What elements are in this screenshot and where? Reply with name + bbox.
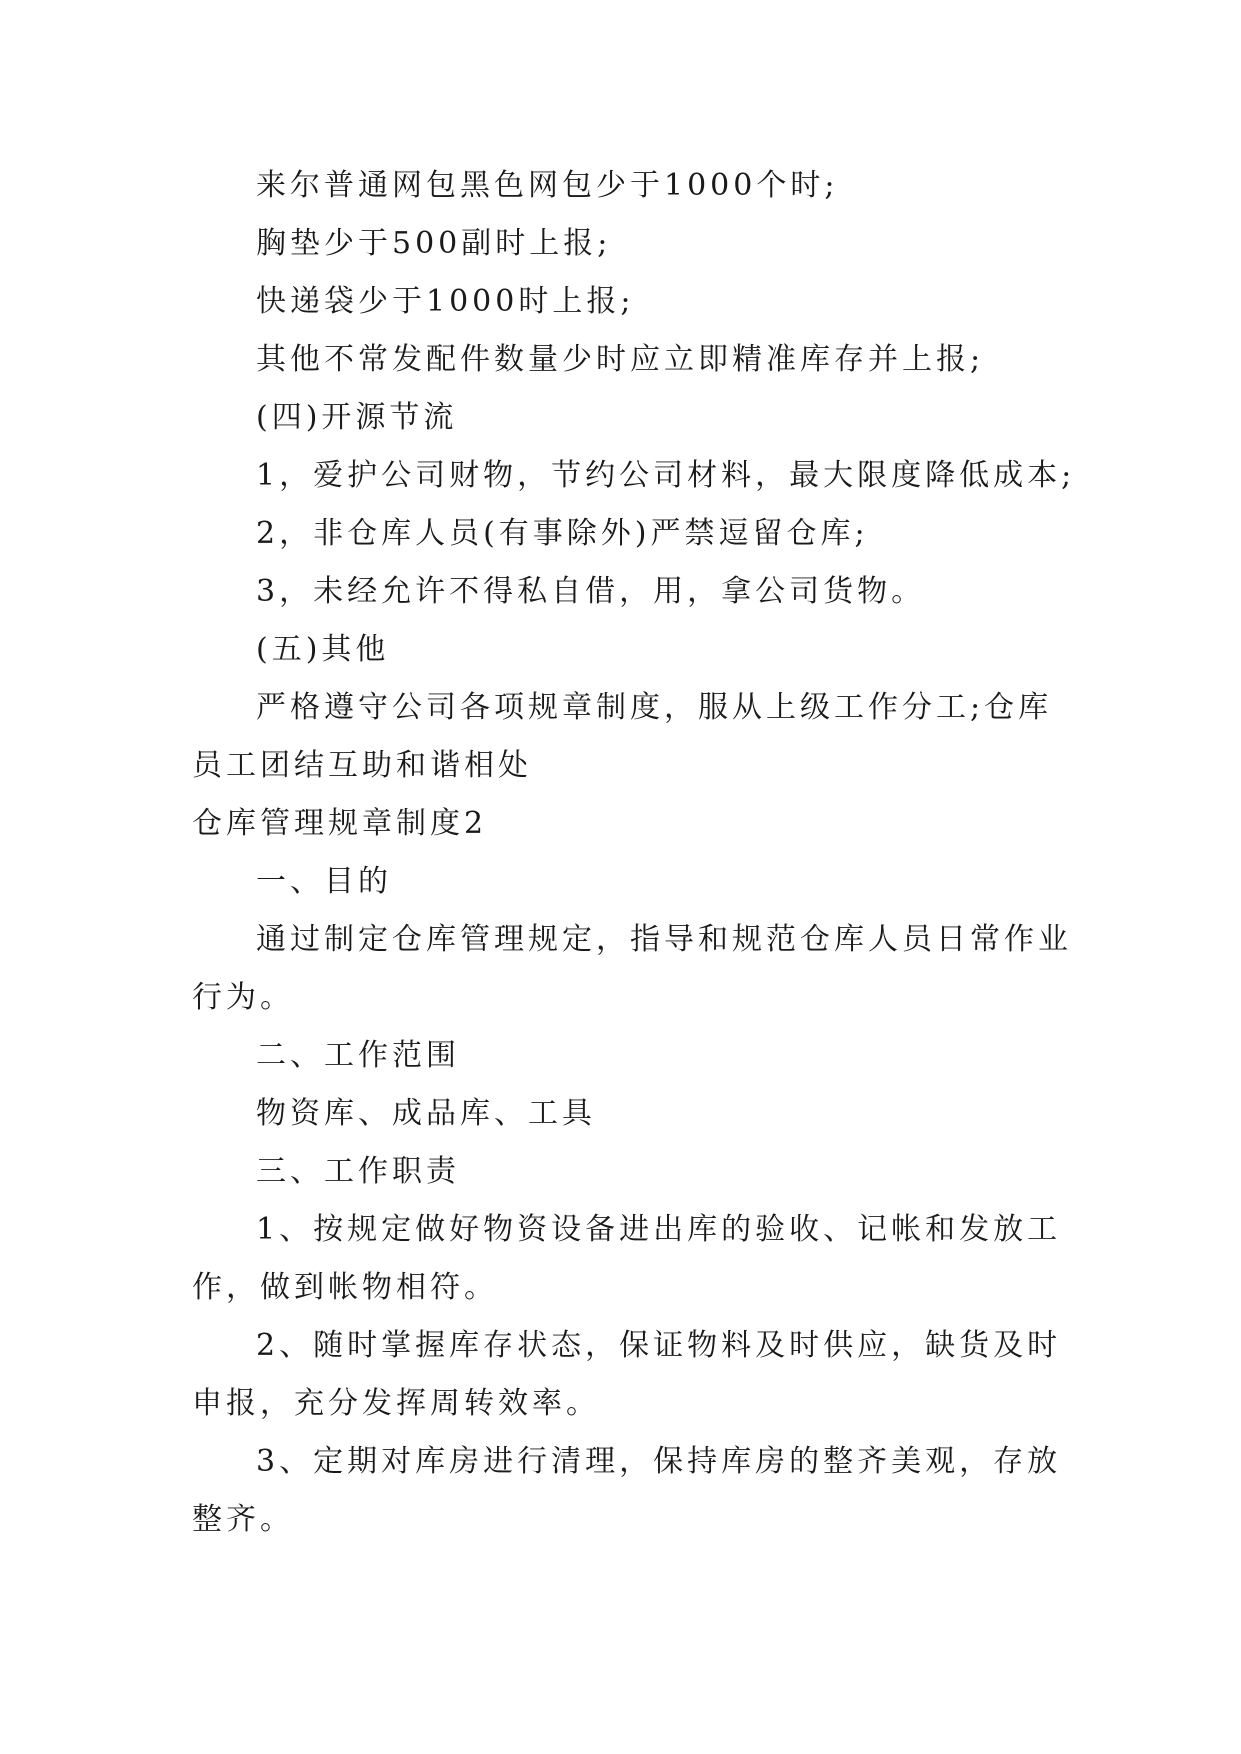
list-item: 1、按规定做好物资设备进出库的验收、记帐和发放工 <box>256 1212 1062 1247</box>
list-item: 2、随时掌握库存状态，保证物料及时供应，缺货及时 <box>256 1328 1062 1363</box>
text-line: 申报，充分发挥周转效率。 <box>192 1386 600 1421</box>
text-line: 快递袋少于1000时上报; <box>256 284 635 319</box>
section-heading: 二、工作范围 <box>256 1038 460 1073</box>
text-line: 通过制定仓库管理规定，指导和规范仓库人员日常作业 <box>256 922 1072 957</box>
section-heading: 一、目的 <box>256 864 392 899</box>
section-heading: 三、工作职责 <box>256 1154 460 1189</box>
list-item: 2，非仓库人员(有事除外)严禁逗留仓库; <box>256 516 869 551</box>
text-line: 员工团结互助和谐相处 <box>192 748 532 783</box>
text-line: 其他不常发配件数量少时应立即精准库存并上报; <box>256 342 985 377</box>
text-line: 作，做到帐物相符。 <box>192 1270 498 1305</box>
list-item: 3，未经允许不得私自借，用，拿公司货物。 <box>256 574 926 609</box>
text-line: 行为。 <box>192 980 294 1015</box>
text-line: 严格遵守公司各项规章制度，服从上级工作分工;仓库 <box>256 690 1053 725</box>
text-line: 胸垫少于500副时上报; <box>256 226 612 261</box>
text-line: 整齐。 <box>192 1502 294 1537</box>
document-title: 仓库管理规章制度2 <box>192 806 488 841</box>
section-heading: (四)开源节流 <box>256 400 458 435</box>
list-item: 1，爱护公司财物，节约公司材料，最大限度降低成本; <box>256 458 1076 493</box>
text-line: 物资库、成品库、工具 <box>256 1096 596 1131</box>
text-line: 来尔普通网包黑色网包少于1000个时; <box>256 168 839 203</box>
list-item: 3、定期对库房进行清理，保持库房的整齐美观，存放 <box>256 1444 1062 1479</box>
section-heading: (五)其他 <box>256 632 390 667</box>
